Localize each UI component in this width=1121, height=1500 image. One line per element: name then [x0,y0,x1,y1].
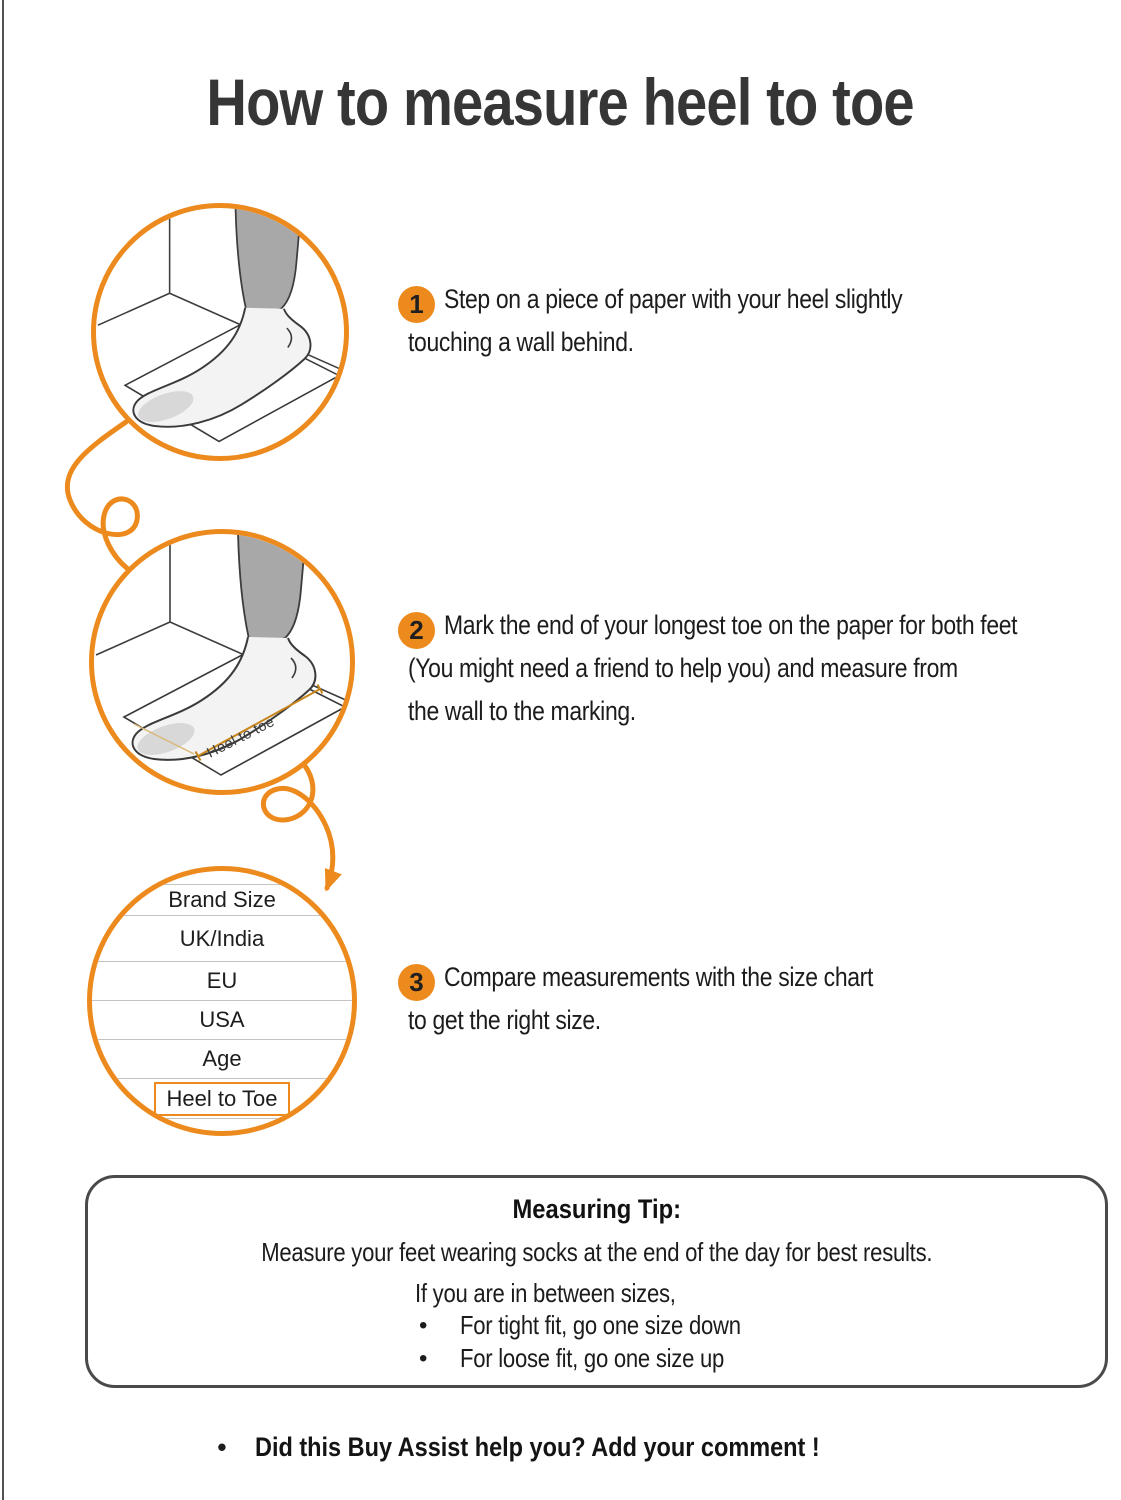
size-chart-top-gap [92,871,352,884]
step-3-badge: 3 [398,964,435,1001]
size-chart-row-age [92,1039,352,1078]
step-1-badge: 1 [398,286,435,323]
size-chart-row-eu [92,961,352,1000]
foot-measure-illustration [94,534,350,790]
leg [238,534,306,642]
footer-text: Did this Buy Assist help you? Add your comment ! [254,1432,820,1462]
measuring-tip-box [85,1175,1108,1388]
foot-on-paper-illustration [96,208,344,456]
size-chart-row-usa [92,1000,352,1039]
tip-bullet-2: • For loose fit, go one size up [419,1343,725,1373]
heel-to-toe-label: Heel to toe [204,713,278,762]
step-1-line-1 [398,278,983,321]
wall-floor-left-line [96,622,170,655]
tip-line-1: Measure your feet wearing socks at the end of the day for best results. [260,1237,933,1267]
step-2-line-2: (You might need a friend to help you) and measure from [408,653,958,684]
size-chart-label: UK/India [179,925,265,951]
page-title: How to measure heel to toe [206,65,915,139]
left-border-line [2,0,4,1500]
step-2 [398,604,1118,733]
step2-illustration-circle [89,529,355,795]
size-chart-circle [87,866,357,1136]
step-1-line-2: touching a wall behind. [408,327,634,358]
size-chart-label: Brand Size [168,887,276,912]
wall-floor-left-line [98,293,170,325]
size-chart-row-heel-to-toe [92,1078,352,1119]
step-1-text: Step on a piece of paper with your heel slightly [444,284,903,315]
tip-title: Measuring Tip: [512,1194,681,1224]
step-3 [398,956,949,1042]
step-3-text: Compare measurements with the size chart [444,962,874,993]
bullet-icon: • [419,1345,428,1372]
size-chart-row-uk-india [92,915,352,961]
tip-bullet-1: • For tight fit, go one size down [419,1310,741,1340]
footer-note [0,1428,1121,1466]
step1-illustration-circle [91,203,349,461]
tip-line-2: If you are in between sizes, [415,1278,676,1308]
step-3-line-1 [398,956,949,999]
leg [236,208,302,313]
connector-curl-1-2 [67,422,137,572]
step-3-line-2: to get the right size. [408,1005,601,1036]
step-1 [398,278,983,364]
bullet-icon: • [217,1432,227,1462]
heel-to-toe-highlight-box: Heel to Toe [154,1082,291,1116]
tip-between-sizes-block [415,1277,1105,1375]
size-chart-label: EU [206,968,238,993]
page-title-row [0,64,1121,140]
tip-title-row [88,1192,1105,1226]
size-chart-label: USA [199,1007,245,1032]
size-chart-label: Age [202,1046,242,1071]
step-2-text: Mark the end of your longest toe on the paper for both feet [444,610,1018,641]
step-2-line-3: the wall to the marking. [408,696,636,727]
bullet-icon: • [419,1312,428,1339]
step-2-badge: 2 [398,612,435,649]
step-2-line-1 [398,604,1118,647]
size-chart-row-brand-size [92,884,352,915]
